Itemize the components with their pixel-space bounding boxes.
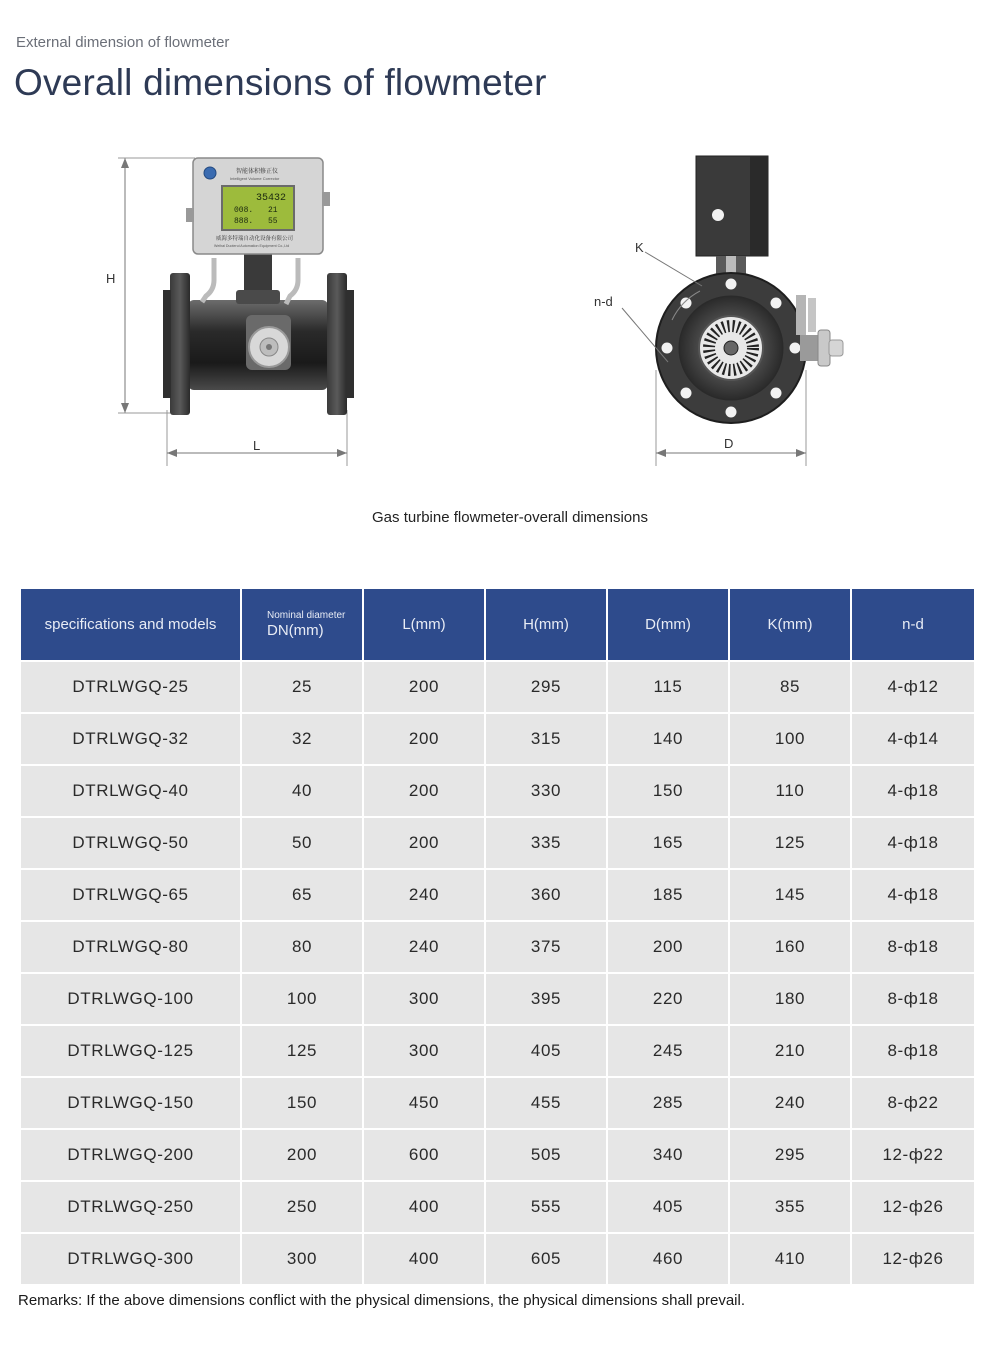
col-header-k: K(mm)	[729, 589, 851, 661]
cell-dn: 300	[241, 1233, 363, 1284]
cell-nd: 8-ф18	[851, 921, 974, 973]
cell-d: 140	[607, 713, 729, 765]
k-label: K	[635, 240, 644, 255]
cell-l: 300	[363, 973, 485, 1025]
d-label: D	[724, 436, 734, 451]
cell-h: 455	[485, 1077, 607, 1129]
cell-nd: 12-ф22	[851, 1129, 974, 1181]
l-label: L	[253, 438, 261, 453]
cell-nd: 4-ф18	[851, 765, 974, 817]
cell-d: 340	[607, 1129, 729, 1181]
cell-dn: 32	[241, 713, 363, 765]
cell-d: 115	[607, 661, 729, 713]
cell-nd: 12-ф26	[851, 1181, 974, 1233]
cell-l: 240	[363, 921, 485, 973]
cell-dn: 40	[241, 765, 363, 817]
cell-dn: 50	[241, 817, 363, 869]
cell-nd: 4-ф14	[851, 713, 974, 765]
col-header-dn-small: Nominal diameter	[267, 609, 346, 621]
cell-l: 300	[363, 1025, 485, 1077]
col-header-h: H(mm)	[485, 589, 607, 661]
cell-d: 185	[607, 869, 729, 921]
table-row	[21, 817, 974, 869]
cell-model: DTRLWGQ-150	[21, 1077, 241, 1129]
cell-dn: 80	[241, 921, 363, 973]
svg-text:Intelligent Volume Corrector: Intelligent Volume Corrector	[230, 176, 280, 181]
page-subtitle: External dimension of flowmeter	[16, 34, 230, 51]
cell-d: 150	[607, 765, 729, 817]
cell-d: 245	[607, 1025, 729, 1077]
side-port	[712, 209, 724, 221]
cell-d: 165	[607, 817, 729, 869]
cell-nd: 4-ф18	[851, 817, 974, 869]
left-flange	[170, 273, 190, 415]
cell-model: DTRLWGQ-200	[21, 1129, 241, 1181]
page-title: Overall dimensions of flowmeter	[14, 62, 547, 103]
cell-dn: 100	[241, 973, 363, 1025]
cell-l: 450	[363, 1077, 485, 1129]
right-flange	[327, 273, 347, 415]
cell-nd: 4-ф18	[851, 869, 974, 921]
table-row	[21, 1233, 974, 1284]
cell-nd: 4-ф12	[851, 661, 974, 713]
table-row	[21, 1129, 974, 1181]
cell-h: 555	[485, 1181, 607, 1233]
svg-text:21: 21	[268, 206, 278, 215]
col-header-l: L(mm)	[363, 589, 485, 661]
cell-h: 405	[485, 1025, 607, 1077]
remarks-note: Remarks: If the above dimensions conflict with the physical dimensions, the physical dimensions shall prevail.	[18, 1292, 746, 1309]
col-header-dn	[241, 589, 363, 661]
cell-model: DTRLWGQ-32	[21, 713, 241, 765]
cell-l: 400	[363, 1233, 485, 1284]
table-row	[21, 713, 974, 765]
cell-model: DTRLWGQ-80	[21, 921, 241, 973]
figure-caption: Gas turbine flowmeter-overall dimensions	[372, 509, 648, 526]
cell-dn: 150	[241, 1077, 363, 1129]
col-header-d: D(mm)	[607, 589, 729, 661]
cell-nd: 8-ф18	[851, 973, 974, 1025]
cell-d: 220	[607, 973, 729, 1025]
table-row	[21, 765, 974, 817]
cell-dn: 25	[241, 661, 363, 713]
cell-model: DTRLWGQ-300	[21, 1233, 241, 1284]
side-view	[594, 156, 843, 466]
svg-text:Weihai Duoterui Automation Equ: Weihai Duoterui Automation Equipment Co.,Ltd	[214, 244, 290, 248]
table-row	[21, 1181, 974, 1233]
cell-h: 395	[485, 973, 607, 1025]
table-row	[21, 869, 974, 921]
cell-k: 85	[729, 661, 851, 713]
cell-model: DTRLWGQ-100	[21, 973, 241, 1025]
col-header-dn-main: DN(mm)	[267, 621, 324, 639]
svg-text:008.: 008.	[234, 206, 254, 215]
cell-model: DTRLWGQ-50	[21, 817, 241, 869]
cell-dn: 65	[241, 869, 363, 921]
h-label: H	[106, 271, 116, 286]
cell-l: 400	[363, 1181, 485, 1233]
cell-k: 145	[729, 869, 851, 921]
svg-text:威海多特瑞自动化设备有限公司: 威海多特瑞自动化设备有限公司	[216, 236, 294, 242]
cell-k: 180	[729, 973, 851, 1025]
table-row	[21, 1025, 974, 1077]
dimension-figure	[0, 140, 1000, 485]
cell-l: 200	[363, 765, 485, 817]
svg-text:智能体积修正仪: 智能体积修正仪	[236, 168, 279, 175]
cell-model: DTRLWGQ-65	[21, 869, 241, 921]
table-row	[21, 661, 974, 713]
cell-d: 200	[607, 921, 729, 973]
cell-model: DTRLWGQ-25	[21, 661, 241, 713]
cell-d: 460	[607, 1233, 729, 1284]
nd-label: n-d	[594, 294, 613, 309]
cell-nd: 8-ф22	[851, 1077, 974, 1129]
cell-h: 315	[485, 713, 607, 765]
cell-k: 100	[729, 713, 851, 765]
front-view	[106, 158, 354, 466]
cell-k: 355	[729, 1181, 851, 1233]
svg-text:888.: 888.	[234, 217, 254, 226]
flowmeter-drawing	[0, 140, 1000, 485]
cell-l: 200	[363, 661, 485, 713]
table-header-row	[21, 589, 974, 661]
cell-l: 200	[363, 713, 485, 765]
table-row	[21, 973, 974, 1025]
col-header-nd: n-d	[851, 589, 974, 661]
cell-k: 240	[729, 1077, 851, 1129]
cell-dn: 125	[241, 1025, 363, 1077]
table-row	[21, 1077, 974, 1129]
cell-model: DTRLWGQ-250	[21, 1181, 241, 1233]
cell-h: 330	[485, 765, 607, 817]
cell-k: 110	[729, 765, 851, 817]
cell-k: 125	[729, 817, 851, 869]
table-row	[21, 921, 974, 973]
cell-k: 160	[729, 921, 851, 973]
cell-k: 410	[729, 1233, 851, 1284]
cell-l: 240	[363, 869, 485, 921]
cell-nd: 8-ф18	[851, 1025, 974, 1077]
cell-h: 605	[485, 1233, 607, 1284]
cell-h: 375	[485, 921, 607, 973]
cell-model: DTRLWGQ-40	[21, 765, 241, 817]
cell-h: 295	[485, 661, 607, 713]
cell-k: 210	[729, 1025, 851, 1077]
svg-text:35432: 35432	[256, 193, 287, 204]
cell-l: 200	[363, 817, 485, 869]
col-header-model: specifications and models	[21, 589, 241, 661]
cell-dn: 250	[241, 1181, 363, 1233]
cell-h: 335	[485, 817, 607, 869]
cell-d: 285	[607, 1077, 729, 1129]
cell-dn: 200	[241, 1129, 363, 1181]
cell-l: 600	[363, 1129, 485, 1181]
svg-text:55: 55	[268, 217, 278, 226]
cell-h: 360	[485, 869, 607, 921]
dimensions-table	[21, 589, 974, 1284]
cell-nd: 12-ф26	[851, 1233, 974, 1284]
cell-k: 295	[729, 1129, 851, 1181]
cell-h: 505	[485, 1129, 607, 1181]
cell-d: 405	[607, 1181, 729, 1233]
cell-model: DTRLWGQ-125	[21, 1025, 241, 1077]
